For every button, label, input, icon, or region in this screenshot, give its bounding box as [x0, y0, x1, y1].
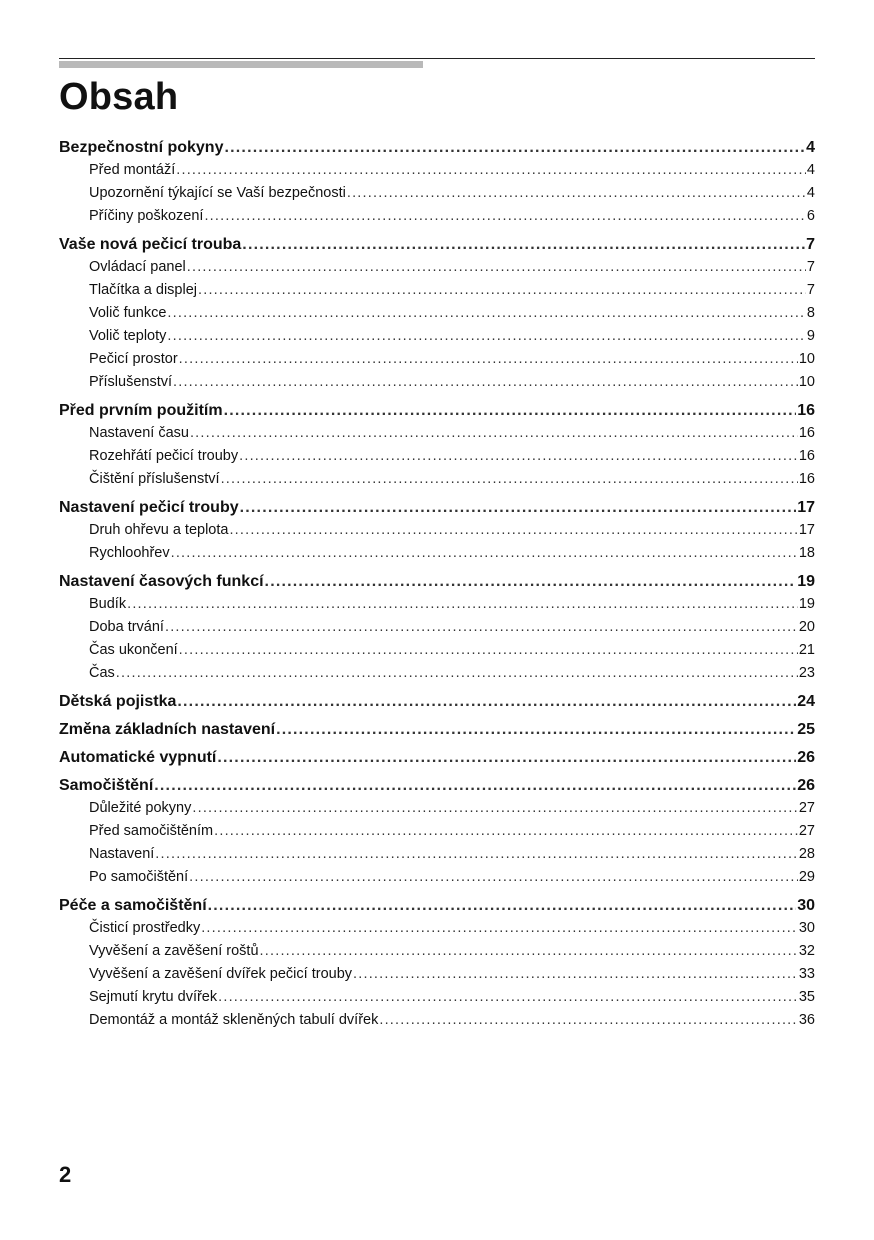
toc-entry-label: Rozehřátí pečicí trouby — [89, 445, 239, 468]
toc-section-entry[interactable] — [59, 940, 815, 963]
toc-entry-page: 26 — [796, 746, 815, 769]
toc-section-entry[interactable] — [59, 302, 815, 325]
toc-chapter-entry[interactable] — [59, 774, 815, 797]
toc-entry-page: 36 — [798, 1009, 815, 1032]
toc-section-entry[interactable] — [59, 159, 815, 182]
toc-entry-label: Nastavení — [89, 843, 155, 866]
toc-dot-leader — [171, 542, 798, 565]
toc-entry-page: 18 — [798, 542, 815, 565]
toc-entry-page: 4 — [806, 182, 815, 205]
toc-dot-leader — [208, 894, 797, 917]
toc-entry-label: Nastavení časových funkcí — [59, 570, 265, 593]
toc-dot-leader — [204, 205, 805, 228]
toc-entry-page: 8 — [806, 302, 815, 325]
toc-section-entry[interactable] — [59, 422, 815, 445]
toc-dot-leader — [217, 746, 796, 769]
toc-entry-page: 17 — [796, 496, 815, 519]
toc-entry-page: 17 — [798, 519, 815, 542]
toc-section-entry[interactable] — [59, 348, 815, 371]
toc-entry-label: Pečicí prostor — [89, 348, 179, 371]
toc-section-entry[interactable] — [59, 843, 815, 866]
toc-chapter-entry[interactable] — [59, 136, 815, 159]
toc-entry-page: 6 — [806, 205, 815, 228]
toc-entry-label: Budík — [89, 593, 127, 616]
toc-entry-label: Nastavení pečicí trouby — [59, 496, 240, 519]
toc-entry-page: 7 — [806, 256, 815, 279]
toc-dot-leader — [173, 371, 798, 394]
toc-section-entry[interactable] — [59, 639, 815, 662]
toc-entry-page: 33 — [798, 963, 815, 986]
toc-section-entry[interactable] — [59, 519, 815, 542]
toc-section-entry[interactable] — [59, 205, 815, 228]
toc-chapter-entry[interactable] — [59, 496, 815, 519]
toc-dot-leader — [240, 496, 797, 519]
toc-entry-page: 16 — [798, 422, 815, 445]
toc-section-entry[interactable] — [59, 468, 815, 491]
toc-entry-label: Tlačítka a displej — [89, 279, 198, 302]
toc-dot-leader — [177, 690, 796, 713]
toc-dot-leader — [260, 940, 798, 963]
toc-section-entry[interactable] — [59, 963, 815, 986]
toc-entry-label: Volič funkce — [89, 302, 167, 325]
toc-entry-label: Příčiny poškození — [89, 205, 204, 228]
toc-entry-label: Vyvěšení a zavěšení roštů — [89, 940, 260, 963]
toc-entry-page: 28 — [798, 843, 815, 866]
toc-entry-label: Čisticí prostředky — [89, 917, 201, 940]
toc-entry-page: 26 — [796, 774, 815, 797]
toc-entry-label: Bezpečnostní pokyny — [59, 136, 224, 159]
toc-dot-leader — [353, 963, 798, 986]
toc-entry-label: Po samočištění — [89, 866, 189, 889]
toc-entry-label: Důležité pokyny — [89, 797, 192, 820]
page-number: 2 — [59, 1162, 72, 1187]
toc-dot-leader — [214, 820, 798, 843]
toc-dot-leader — [189, 866, 798, 889]
toc-entry-page: 10 — [798, 348, 815, 371]
toc-entry-page: 4 — [806, 159, 815, 182]
toc-entry-label: Upozornění týkající se Vaší bezpečnosti — [89, 182, 347, 205]
toc-section-entry[interactable] — [59, 820, 815, 843]
toc-dot-leader — [176, 159, 806, 182]
toc-chapter-entry[interactable] — [59, 570, 815, 593]
toc-dot-leader — [265, 570, 797, 593]
toc-dot-leader — [116, 662, 798, 685]
toc-dot-leader — [224, 136, 805, 159]
toc-dot-leader — [179, 639, 798, 662]
toc-dot-leader — [192, 797, 798, 820]
toc-entry-label: Čas ukončení — [89, 639, 179, 662]
toc-dot-leader — [198, 279, 806, 302]
toc-entry-label: Před montáží — [89, 159, 176, 182]
toc-dot-leader — [218, 986, 798, 1009]
toc-entry-label: Čas — [89, 662, 116, 685]
toc-dot-leader — [201, 917, 798, 940]
toc-entry-page: 29 — [798, 866, 815, 889]
toc-entry-label: Sejmutí krytu dvířek — [89, 986, 218, 1009]
toc-entry-page: 16 — [796, 399, 815, 422]
toc-dot-leader — [242, 233, 805, 256]
toc-entry-page: 35 — [798, 986, 815, 1009]
toc-dot-leader — [155, 843, 798, 866]
toc-dot-leader — [239, 445, 798, 468]
toc-section-entry[interactable] — [59, 616, 815, 639]
toc-section-entry[interactable] — [59, 325, 815, 348]
toc-section-entry[interactable] — [59, 371, 815, 394]
toc-entry-label: Před samočištěním — [89, 820, 214, 843]
toc-chapter-entry[interactable] — [59, 690, 815, 713]
toc-entry-label: Samočištění — [59, 774, 154, 797]
toc-section-entry[interactable] — [59, 797, 815, 820]
toc-entry-label: Ovládací panel — [89, 256, 187, 279]
toc-entry-label: Změna základních nastavení — [59, 718, 276, 741]
toc-entry-label: Příslušenství — [89, 371, 173, 394]
toc-section-entry[interactable] — [59, 866, 815, 889]
toc-section-entry[interactable] — [59, 917, 815, 940]
toc-entry-page: 16 — [798, 445, 815, 468]
toc-entry-page: 16 — [798, 468, 815, 491]
toc-entry-label: Před prvním použitím — [59, 399, 224, 422]
toc-chapter-entry[interactable] — [59, 233, 815, 256]
toc-entry-label: Čištění příslušenství — [89, 468, 221, 491]
toc-dot-leader — [167, 302, 806, 325]
toc-section-entry[interactable] — [59, 182, 815, 205]
toc-entry-page: 27 — [798, 797, 815, 820]
toc-section-entry[interactable] — [59, 1009, 815, 1032]
toc-section-entry[interactable] — [59, 542, 815, 565]
toc-chapter-entry[interactable] — [59, 746, 815, 769]
toc-dot-leader — [347, 182, 806, 205]
header-rule — [59, 58, 815, 59]
toc-section-entry[interactable] — [59, 593, 815, 616]
toc-section-entry[interactable] — [59, 445, 815, 468]
toc-entry-page: 32 — [798, 940, 815, 963]
toc-chapter-entry[interactable] — [59, 894, 815, 917]
toc-entry-label: Vaše nová pečicí trouba — [59, 233, 242, 256]
toc-entry-page: 25 — [796, 718, 815, 741]
toc-dot-leader — [221, 468, 798, 491]
toc-entry-page: 10 — [798, 371, 815, 394]
toc-entry-page: 27 — [798, 820, 815, 843]
toc-entry-page: 4 — [805, 136, 815, 159]
toc-dot-leader — [167, 325, 806, 348]
toc-dot-leader — [179, 348, 798, 371]
toc-entry-page: 30 — [796, 894, 815, 917]
toc-dot-leader — [229, 519, 797, 542]
toc-entry-page: 30 — [798, 917, 815, 940]
toc-section-entry[interactable] — [59, 662, 815, 685]
toc-entry-label: Volič teploty — [89, 325, 167, 348]
toc-entry-label: Nastavení času — [89, 422, 190, 445]
toc-section-entry[interactable] — [59, 986, 815, 1009]
toc-entry-label: Vyvěšení a zavěšení dvířek pečicí trouby — [89, 963, 353, 986]
toc-entry-page: 19 — [796, 570, 815, 593]
toc-dot-leader — [224, 399, 797, 422]
toc-entry-label: Péče a samočištění — [59, 894, 208, 917]
toc-entry-page: 7 — [806, 279, 815, 302]
toc-entry-page: 21 — [798, 639, 815, 662]
toc-entry-label: Automatické vypnutí — [59, 746, 217, 769]
toc-chapter-entry[interactable] — [59, 399, 815, 422]
toc-entry-label: Doba trvání — [89, 616, 165, 639]
toc-dot-leader — [276, 718, 796, 741]
table-of-contents — [59, 136, 815, 1032]
toc-section-entry[interactable] — [59, 256, 815, 279]
toc-dot-leader — [154, 774, 796, 797]
toc-entry-page: 19 — [798, 593, 815, 616]
toc-chapter-entry[interactable] — [59, 718, 815, 741]
header-accent-bar — [59, 61, 423, 68]
toc-entry-label: Druh ohřevu a teplota — [89, 519, 229, 542]
toc-entry-label: Dětská pojistka — [59, 690, 177, 713]
toc-dot-leader — [187, 256, 806, 279]
toc-dot-leader — [190, 422, 798, 445]
toc-entry-page: 9 — [806, 325, 815, 348]
page-title: Obsah — [59, 76, 179, 118]
toc-entry-label: Rychloohřev — [89, 542, 171, 565]
toc-entry-page: 7 — [805, 233, 815, 256]
toc-entry-page: 24 — [796, 690, 815, 713]
toc-entry-label: Demontáž a montáž skleněných tabulí dvířek — [89, 1009, 379, 1032]
toc-entry-page: 23 — [798, 662, 815, 685]
toc-dot-leader — [379, 1009, 798, 1032]
toc-entry-page: 20 — [798, 616, 815, 639]
toc-section-entry[interactable] — [59, 279, 815, 302]
toc-dot-leader — [127, 593, 798, 616]
toc-dot-leader — [165, 616, 798, 639]
